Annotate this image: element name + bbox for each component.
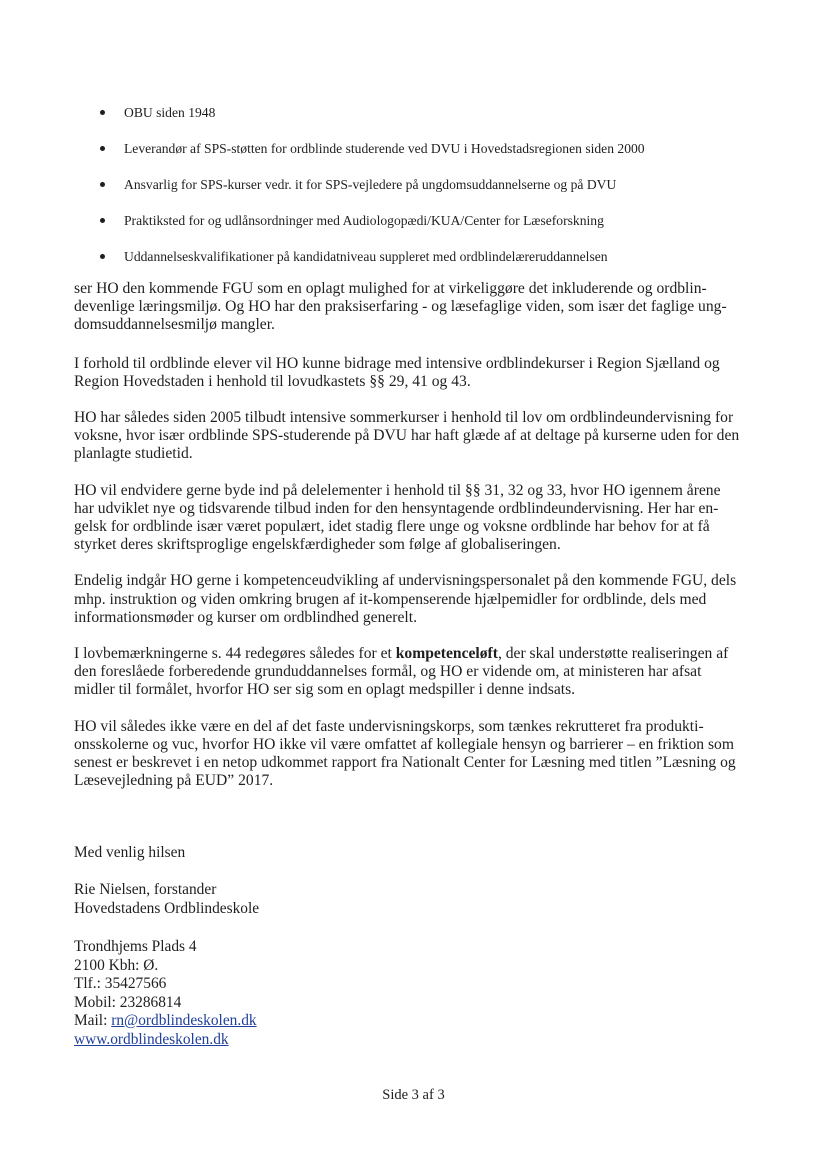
paragraph-summer-courses: HO har således siden 2005 tilbudt intensive sommerkurser i henhold til lov om ordblindeundervisning for voksne, hvor især ordblinde SPS-studerende på DVU har haft glæde af at deltage på kurserne uden for den planlagte studietid. <box>74 409 740 463</box>
paragraph-competence-development: Endelig indgår HO gerne i kompetenceudvikling af undervisningspersonalet på den kommende FGU, dels mhp. instruktion og viden omkring brugen af it-kompenserende hjælpemidler for ordblinde, dels med informationsmøder og kurser om ordblindhed generelt. <box>74 572 737 626</box>
list-item-text: Ansvarlig for SPS-kurser vedr. it for SPS-vejledere på ungdomsuddannelserne og på DVU <box>124 177 617 192</box>
organization-name: Hovedstadens Ordblindeskole <box>74 899 260 917</box>
mail-label: Mail: <box>74 1012 112 1029</box>
website-line <box>74 1031 474 1050</box>
signer-name: Rie Nielsen, forstander <box>74 881 217 898</box>
paragraph-text: , der skal understøtte realiseringen af den foreslåede forberedende grunduddannelses formål, og HO er vidende om, at ministeren har afsat midler til formålet, hvorfor HO ser sig som en oplagt medspiller i denne indsats. <box>74 645 729 699</box>
website-link[interactable]: www.ordblindeskolen.dk <box>74 1030 229 1048</box>
emphasized-term: kompetenceløft <box>395 645 498 663</box>
address-line: Trondhjems Plads 4 <box>74 938 197 955</box>
email-link[interactable]: rn@ordblindeskolen.dk <box>111 1012 257 1029</box>
paragraph-sub-elements: HO vil endvidere gerne byde ind på delelementer i henhold til §§ 31, 32 og 33, hvor HO igennem årene har udviklet nye og tidsvarende tilbud inden for den hensyntagende ordblindeundervisning. Her har en-gelsk for ordblinde især været populært, idet stadig flere unge og voksne ordblinde har behov for at få styrket deres skriftsproglige engelskfærdigheder som følge af globaliseringen. <box>74 481 721 554</box>
bullet-icon <box>100 146 105 151</box>
signature-block <box>74 881 474 918</box>
list-item-text: Praktiksted for og udlånsordninger med Audiologopædi/KUA/Center for Læseforskning <box>124 213 604 228</box>
list-item <box>98 140 798 158</box>
list-item-text: Leverandør af SPS-støtten for ordblinde studerende ved DVU i Hovedstadsregionen siden 2000 <box>124 141 645 156</box>
qualifications-list <box>98 104 798 284</box>
list-item-text: OBU siden 1948 <box>124 105 216 120</box>
mobile-line: Mobil: 23286814 <box>74 993 182 1011</box>
letter-body <box>74 280 742 808</box>
phone-line: Tlf.: 35427566 <box>74 975 167 992</box>
closing-greeting <box>74 844 474 863</box>
bullet-icon <box>100 218 105 223</box>
bullet-icon <box>100 254 105 259</box>
paragraph-fgu-opportunity: ser HO den kommende FGU som en oplagt mulighed for at virkeliggøre det inkluderende og ordblin-devenlige læringsmiljø. Og HO har den praksiserfaring - og læsefaglige viden, som især det faglige ung-domsuddannelsesmiljø mangler. <box>74 280 727 334</box>
mail-line <box>74 1012 474 1031</box>
paragraph-competence-lift <box>74 645 742 700</box>
list-item <box>98 212 798 230</box>
list-item <box>98 104 798 122</box>
bullet-icon <box>100 182 105 187</box>
page-number: Side 3 af 3 <box>382 1087 445 1103</box>
list-item <box>98 248 798 266</box>
paragraph-text: I lovbemærkningerne s. 44 redegøres således for et <box>74 645 396 663</box>
list-item-text: Uddannelseskvalifikationer på kandidatniveau suppleret med ordblindelæreruddannelsen <box>124 249 608 264</box>
contact-block <box>74 938 474 1049</box>
paragraph-teaching-staff: HO vil således ikke være en del af det faste undervisningskorps, som tænkes rekrutteret fra produkti-onsskolerne og vuc, hvorfor HO ikke vil være omfattet af kollegiale hensyn og barrierer – en friktion som senest er beskrevet i en netop udkommet rapport fra Nationalt Center for Læsning med titlen ”Læsning og Læsevejledning på EUD” 2017. <box>74 717 736 790</box>
list-item <box>98 176 798 194</box>
bullet-icon <box>100 110 105 115</box>
greeting-text: Med venlig hilsen <box>74 844 186 861</box>
paragraph-intensive-courses: I forhold til ordblinde elever vil HO kunne bidrage med intensive ordblindekurser i Region Sjælland og Region Hovedstaden i henhold til lovudkastets §§ 29, 41 og 43. <box>74 354 720 390</box>
city-line: 2100 Kbh: Ø. <box>74 956 159 974</box>
